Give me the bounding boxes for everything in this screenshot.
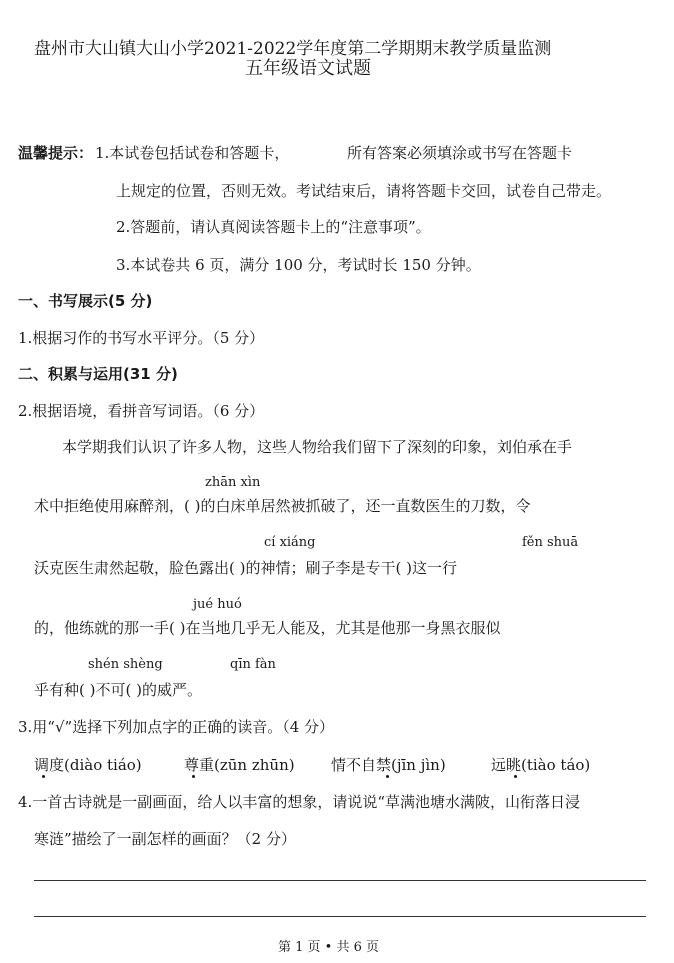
notice-line-1a: 1.本试卷包括试卷和答题卡，	[95, 144, 290, 162]
emphasis-dot-diao	[42, 775, 45, 778]
notice-line-3: 2.答题前，请认真阅读答题卡上的“注意事项”。	[116, 218, 431, 236]
page-footer: 第 1 页 • 共 6 页	[278, 940, 380, 955]
pinyin-shensheng: shén shèng	[88, 657, 163, 672]
pinyin-fenshua: fěn shuā	[522, 535, 579, 550]
answer-line-1[interactable]	[34, 880, 646, 881]
question-2-line-1: 本学期我们认识了许多人物，这些人物给我们留下了深刻的印象，刘伯承在手	[62, 438, 573, 456]
question-2-line-5: 乎有种( )不可( )的威严。	[34, 681, 202, 699]
emphasis-dot-zun	[192, 775, 195, 778]
pinyin-zhanxin: zhān xìn	[205, 475, 261, 490]
question-2-title: 2.根据语境，看拼音写词语。（6 分）	[18, 402, 265, 420]
emphasis-dot-tiao	[514, 775, 517, 778]
answer-line-2[interactable]	[34, 916, 646, 917]
pinyin-juehuo: jué huó	[193, 597, 242, 612]
question-4-line-1: 4.一首古诗就是一副画面，给人以丰富的想象，请说说“草满池塘水满陂，山衔落日浸	[18, 793, 580, 811]
notice-label: 温馨提示：	[18, 144, 94, 162]
question-2-line-3: 沃克医生肃然起敬，脸色露出( )的神情；刷子李是专干( )这一行	[34, 559, 457, 577]
question-4-line-2: 寒涟”描绘了一副怎样的画面？（2 分）	[34, 830, 296, 848]
q3-option-2: 尊重(zūn zhūn)	[184, 756, 295, 774]
exam-subtitle: 五年级语文试题	[245, 58, 371, 79]
q3-option-1: 调度(diào tiáo)	[34, 756, 142, 774]
question-1: 1.根据习作的书写水平评分。（5 分）	[18, 329, 265, 347]
emphasis-dot-jin	[386, 775, 389, 778]
question-2-line-2: 术中拒绝使用麻醉剂，( )的白床单居然被抓破了，还一直数医生的刀数，令	[34, 497, 531, 515]
notice-line-1b: 所有答案必须填涂或书写在答题卡	[347, 144, 573, 162]
question-2-line-4: 的，他练就的那一手( )在当地几乎无人能及，尤其是他那一身黑衣服似	[34, 619, 501, 637]
notice-line-4: 3.本试卷共 6 页，满分 100 分，考试时长 150 分钟。	[116, 256, 481, 274]
section-2-heading: 二、积累与运用(31 分)	[18, 365, 178, 383]
exam-title: 盘州市大山镇大山小学2021-2022学年度第二学期期末教学质量监测	[34, 39, 552, 59]
q3-option-4: 远眺(tiào táo)	[491, 756, 591, 774]
notice-line-2: 上规定的位置，否则无效。考试结束后，请将答题卡交回，试卷自己带走。	[116, 182, 612, 200]
pinyin-qinfan: qīn fàn	[230, 657, 276, 672]
question-3-title: 3.用“√”选择下列加点字的正确的读音。（4 分）	[18, 718, 335, 736]
q3-option-3: 情不自禁(jīn jìn)	[331, 756, 446, 774]
pinyin-cixiang: cí xiáng	[264, 535, 316, 550]
section-1-heading: 一、书写展示(5 分)	[18, 292, 153, 310]
